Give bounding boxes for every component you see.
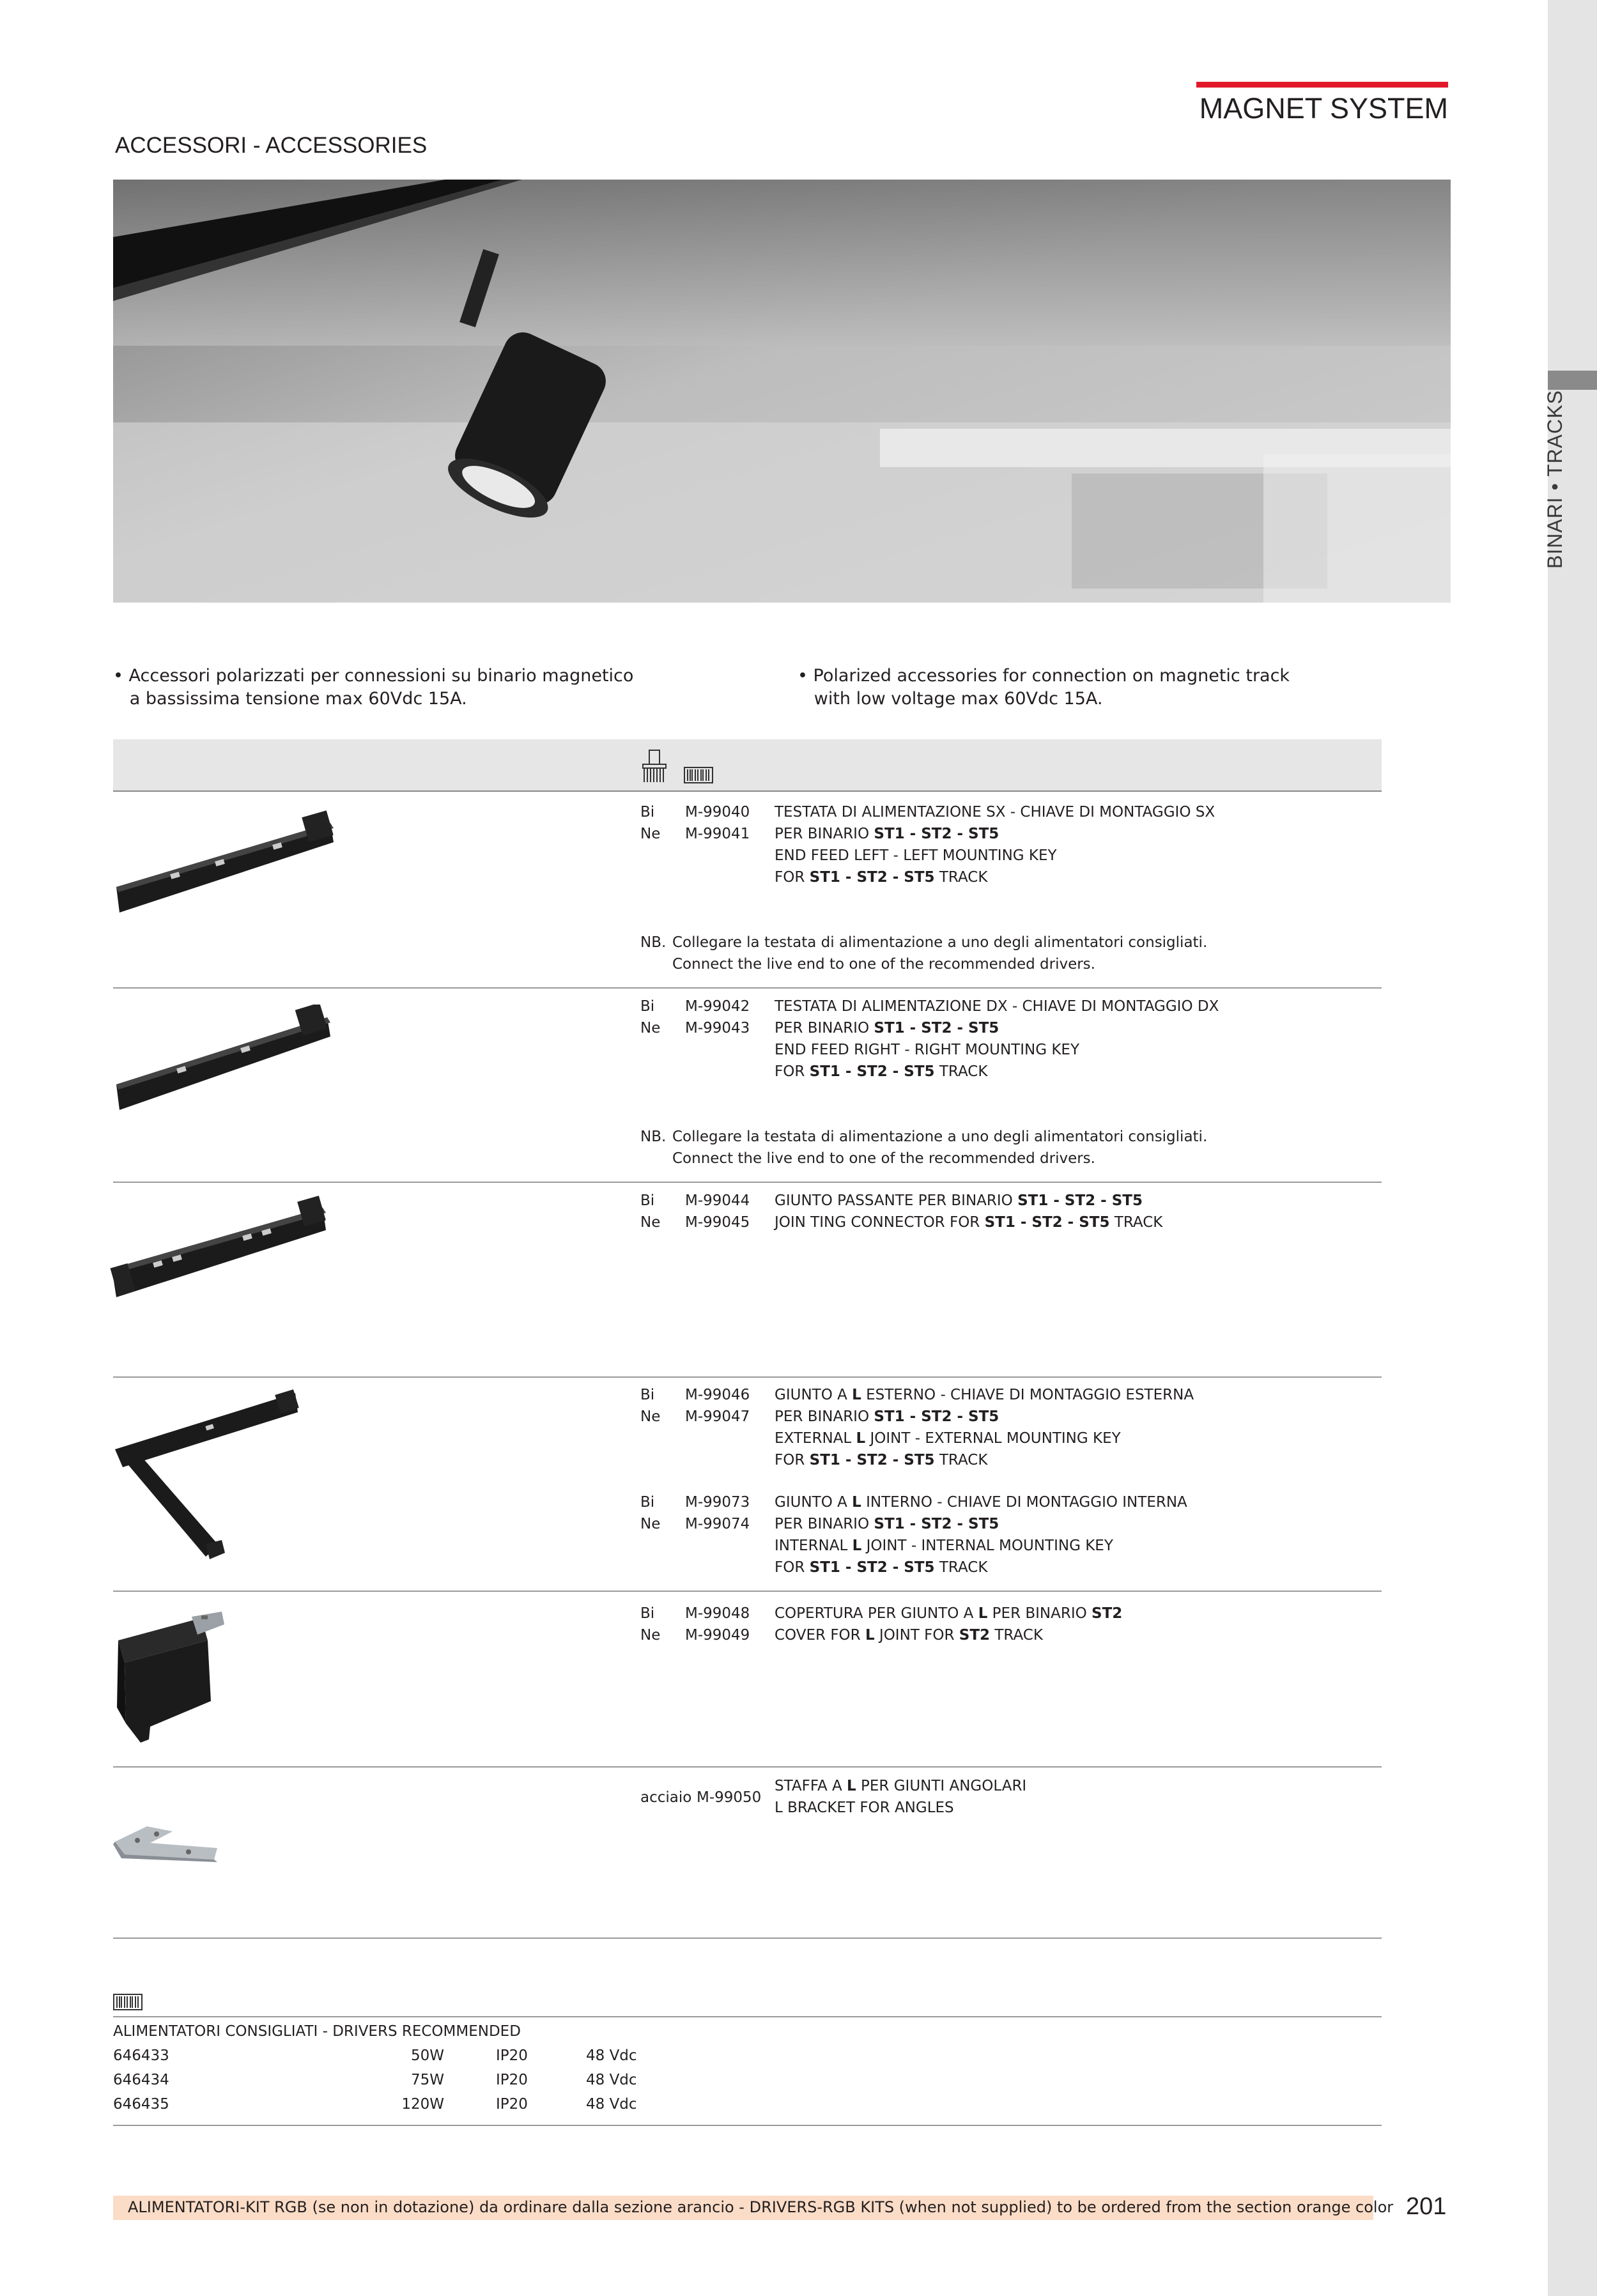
- article-code: M-99074: [685, 1516, 750, 1532]
- description-line: COVER FOR L JOINT FOR ST2 TRACK: [775, 1627, 1043, 1644]
- driver-power: 75W: [410, 2072, 444, 2088]
- note-label: NB.: [640, 1129, 667, 1145]
- description-line: END FEED RIGHT - RIGHT MOUNTING KEY: [775, 1042, 1079, 1058]
- article-code: M-99073: [685, 1494, 750, 1511]
- finish-code: Bi: [640, 1192, 655, 1209]
- description-line: L BRACKET FOR ANGLES: [775, 1799, 954, 1816]
- description-line: COPERTURA PER GIUNTO A L PER BINARIO ST2: [775, 1605, 1123, 1622]
- finish-code: Bi: [640, 998, 655, 1015]
- product-image-l-bracket: [112, 1815, 220, 1868]
- product-image-l-joint-cover: [112, 1612, 233, 1748]
- note-line: Connect the live end to one of the recommended drivers.: [672, 956, 1095, 973]
- hero-photo: [113, 180, 1451, 603]
- note-line: Connect the live end to one of the recommended drivers.: [672, 1150, 1095, 1167]
- product-image-end-feed-right: [113, 1005, 337, 1122]
- side-tab-marker: [1548, 371, 1597, 390]
- description-line: TESTATA DI ALIMENTAZIONE DX - CHIAVE DI MONTAGGIO DX: [775, 998, 1219, 1015]
- drivers-divider: [113, 2125, 1382, 2126]
- finish-code: Ne: [640, 1214, 661, 1231]
- finish-code: Ne: [640, 1020, 661, 1036]
- article-code: M-99043: [685, 1020, 750, 1036]
- article-code: M-99050: [697, 1789, 762, 1806]
- description-line: GIUNTO PASSANTE PER BINARIO ST1 - ST2 - ST5: [775, 1192, 1143, 1209]
- finish-code: Bi: [640, 1494, 655, 1511]
- description-line: JOIN TING CONNECTOR FOR ST1 - ST2 - ST5 TRACK: [775, 1214, 1163, 1231]
- article-code: M-99041: [685, 826, 750, 842]
- driver-ip: IP20: [496, 2096, 528, 2113]
- description-line: EXTERNAL L JOINT - EXTERNAL MOUNTING KEY: [775, 1430, 1121, 1447]
- barcode-icon: [113, 1994, 143, 2013]
- description-line: PER BINARIO ST1 - ST2 - ST5: [775, 1516, 999, 1532]
- description-line: STAFFA A L PER GIUNTI ANGOLARI: [775, 1778, 1027, 1794]
- article-code: M-99049: [685, 1627, 750, 1644]
- finish-code: Ne: [640, 826, 661, 842]
- product-image-l-joint: [110, 1385, 302, 1567]
- footer-note: ALIMENTATORI-KIT RGB (se non in dotazione) da ordinare dalla sezione arancio - DRIVERS-RGB KITS (when not supplied) to be ordered from the section orange color: [128, 2198, 1394, 2216]
- description-line: END FEED LEFT - LEFT MOUNTING KEY: [775, 847, 1057, 864]
- finish-code: Bi: [640, 1605, 655, 1622]
- row-divider: [113, 1376, 1382, 1378]
- driver-power: 120W: [401, 2096, 444, 2113]
- row-divider: [113, 1766, 1382, 1768]
- description-line: PER BINARIO ST1 - ST2 - ST5: [775, 1020, 999, 1036]
- drivers-divider: [113, 2016, 1382, 2017]
- driver-code: 646435: [113, 2096, 169, 2113]
- description-line: GIUNTO A L ESTERNO - CHIAVE DI MONTAGGIO ESTERNA: [775, 1387, 1194, 1403]
- finish-code: Ne: [640, 1516, 661, 1532]
- row-divider: [113, 1182, 1382, 1183]
- description-line: PER BINARIO ST1 - ST2 - ST5: [775, 826, 999, 842]
- table-header: [113, 739, 1382, 792]
- intro-it: • Accessori polarizzati per connessioni su binario magnetico a bassissima tensione max 60Vdc 15A.: [113, 666, 634, 709]
- article-code: M-99047: [685, 1408, 750, 1425]
- finish-code: Ne: [640, 1408, 661, 1425]
- finish-icon: [642, 749, 667, 787]
- description-line: TESTATA DI ALIMENTAZIONE SX - CHIAVE DI MONTAGGIO SX: [775, 804, 1215, 821]
- row-divider: [113, 1938, 1382, 1939]
- note-line: Collegare la testata di alimentazione a uno degli alimentatori consigliati.: [672, 934, 1208, 951]
- article-code: M-99044: [685, 1192, 750, 1209]
- description-line: FOR ST1 - ST2 - ST5 TRACK: [775, 1063, 988, 1080]
- drivers-title: ALIMENTATORI CONSIGLIATI - DRIVERS RECOMMENDED: [113, 2023, 521, 2040]
- finish-code: Ne: [640, 1627, 661, 1644]
- finish-code: Bi: [640, 1387, 655, 1403]
- driver-voltage: 48 Vdc: [586, 2072, 637, 2088]
- article-code: M-99045: [685, 1214, 750, 1231]
- barcode-icon: [684, 767, 713, 786]
- driver-code: 646434: [113, 2072, 169, 2088]
- driver-ip: IP20: [496, 2047, 528, 2064]
- page-subtitle: ACCESSORI - ACCESSORIES: [115, 133, 428, 158]
- driver-code: 646433: [113, 2047, 169, 2064]
- driver-voltage: 48 Vdc: [586, 2096, 637, 2113]
- description-line: FOR ST1 - ST2 - ST5 TRACK: [775, 1559, 988, 1576]
- product-image-end-feed-left: [113, 810, 337, 928]
- description-line: FOR ST1 - ST2 - ST5 TRACK: [775, 869, 988, 886]
- intro-en: • Polarized accessories for connection on magnetic track with low voltage max 60Vdc 15A.: [798, 666, 1290, 709]
- title-accent-bar: [1196, 82, 1448, 88]
- finish-code: Bi: [640, 804, 655, 821]
- article-code: M-99040: [685, 804, 750, 821]
- note-line: Collegare la testata di alimentazione a uno degli alimentatori consigliati.: [672, 1129, 1208, 1145]
- page-number: 201: [1406, 2193, 1447, 2220]
- driver-voltage: 48 Vdc: [586, 2047, 637, 2064]
- description-line: INTERNAL L JOINT - INTERNAL MOUNTING KEY: [775, 1537, 1113, 1554]
- section-label: BINARI • TRACKS: [1543, 390, 1566, 569]
- description-line: FOR ST1 - ST2 - ST5 TRACK: [775, 1452, 988, 1468]
- driver-ip: IP20: [496, 2072, 528, 2088]
- article-code: M-99042: [685, 998, 750, 1015]
- product-image-joint-connector: [109, 1195, 332, 1313]
- description-line: PER BINARIO ST1 - ST2 - ST5: [775, 1408, 999, 1425]
- article-code: M-99046: [685, 1387, 750, 1403]
- page-title: MAGNET SYSTEM: [1199, 92, 1448, 125]
- note-label: NB.: [640, 934, 667, 951]
- material-label: acciaio: [640, 1789, 692, 1806]
- row-divider: [113, 1591, 1382, 1592]
- article-code: M-99048: [685, 1605, 750, 1622]
- driver-power: 50W: [410, 2047, 444, 2064]
- side-tab-strip: [1548, 0, 1597, 2296]
- row-divider: [113, 987, 1382, 989]
- description-line: GIUNTO A L INTERNO - CHIAVE DI MONTAGGIO INTERNA: [775, 1494, 1187, 1511]
